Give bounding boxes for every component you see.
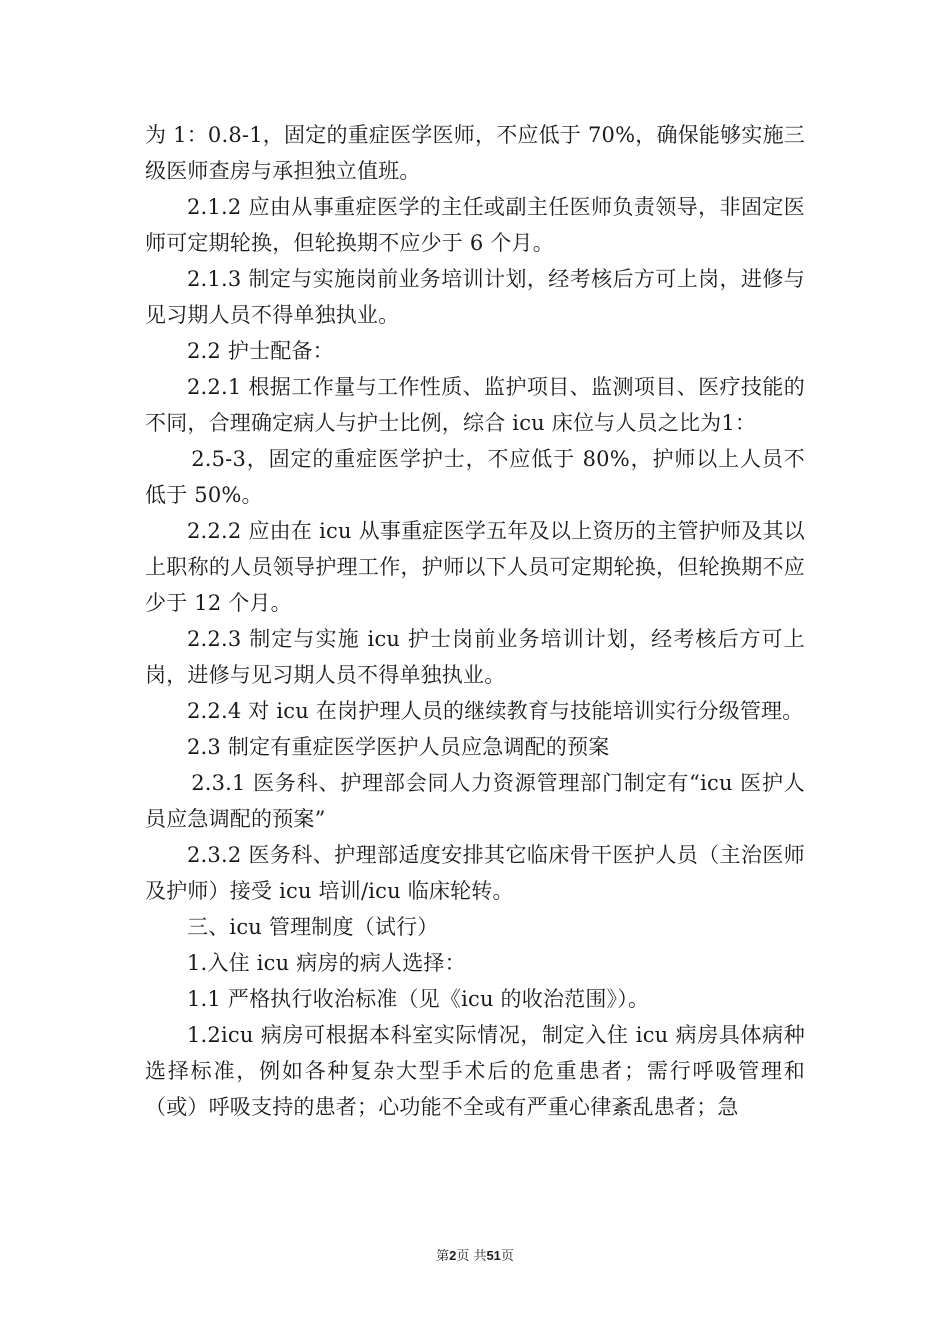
paragraph: 2.2.2 应由在 icu 从事重症医学五年及以上资历的主管护师及其以上职称的人员领导护理工作，护师以下人员可定期轮换，但轮换期不应少于 12 个月。 bbox=[145, 519, 805, 615]
document-body bbox=[145, 117, 805, 1125]
paragraph: 2.2.1 根据工作量与工作性质、监护项目、监测项目、医疗技能的不同，合理确定病人与护士比例，综合 icu 床位与人员之比为1： bbox=[145, 375, 805, 435]
paragraph: 2.1.2 应由从事重症医学的主任或副主任医师负责领导，非固定医师可定期轮换，但轮换期不应少于 6 个月。 bbox=[145, 195, 805, 255]
paragraph: 1.2icu 病房可根据本科室实际情况，制定入住 icu 病房具体病种选择标准，例如各种复杂大型手术后的危重患者；需行呼吸管理和（或）呼吸支持的患者；心功能不全或有严重心律紊乱患者；急 bbox=[145, 1023, 805, 1119]
page-footer bbox=[0, 1245, 950, 1264]
paragraph: 2.2 护士配备： bbox=[187, 339, 334, 363]
paragraph: 2.5-3，固定的重症医学护士，不应低于 80%，护师以上人员不低于 50%。 bbox=[145, 447, 805, 507]
section-heading: 2.3 制定有重症医学医护人员应急调配的预案 bbox=[187, 735, 610, 759]
total-page-count: 51 bbox=[486, 1248, 501, 1263]
paragraph: 2.3.2 医务科、护理部适度安排其它临床骨干医护人员（主治医师及护师）接受 icu 培训/icu 临床轮转。 bbox=[145, 843, 805, 903]
paragraph: 为 1：0.8-1，固定的重症医学医师，不应低于 70%，确保能够实施三级医师查房与承担独立值班。 bbox=[145, 123, 805, 183]
footer-prefix: 第 bbox=[436, 1249, 450, 1264]
paragraph: 2.2.3 制定与实施 icu 护士岗前业务培训计划，经考核后方可上岗，进修与见习期人员不得单独执业。 bbox=[145, 627, 805, 687]
current-page-number: 2 bbox=[449, 1248, 457, 1263]
paragraph: 2.1.3 制定与实施岗前业务培训计划，经考核后方可上岗，进修与见习期人员不得单独执业。 bbox=[145, 267, 805, 327]
footer-middle: 页 共 bbox=[456, 1249, 487, 1264]
chapter-heading: 三、icu 管理制度（试行） bbox=[187, 915, 439, 939]
paragraph: 2.2.4 对 icu 在岗护理人员的继续教育与技能培训实行分级管理。 bbox=[187, 699, 804, 723]
footer-suffix: 页 bbox=[500, 1249, 514, 1264]
paragraph: 2.3.1 医务科、护理部会同人力资源管理部门制定有“icu 医护人员应急调配的预案” bbox=[145, 771, 805, 831]
paragraph: 1.1 严格执行收治标准（见《icu 的收治范围》）。 bbox=[187, 987, 650, 1011]
section-heading: 1.入住 icu 病房的病人选择： bbox=[187, 951, 466, 975]
